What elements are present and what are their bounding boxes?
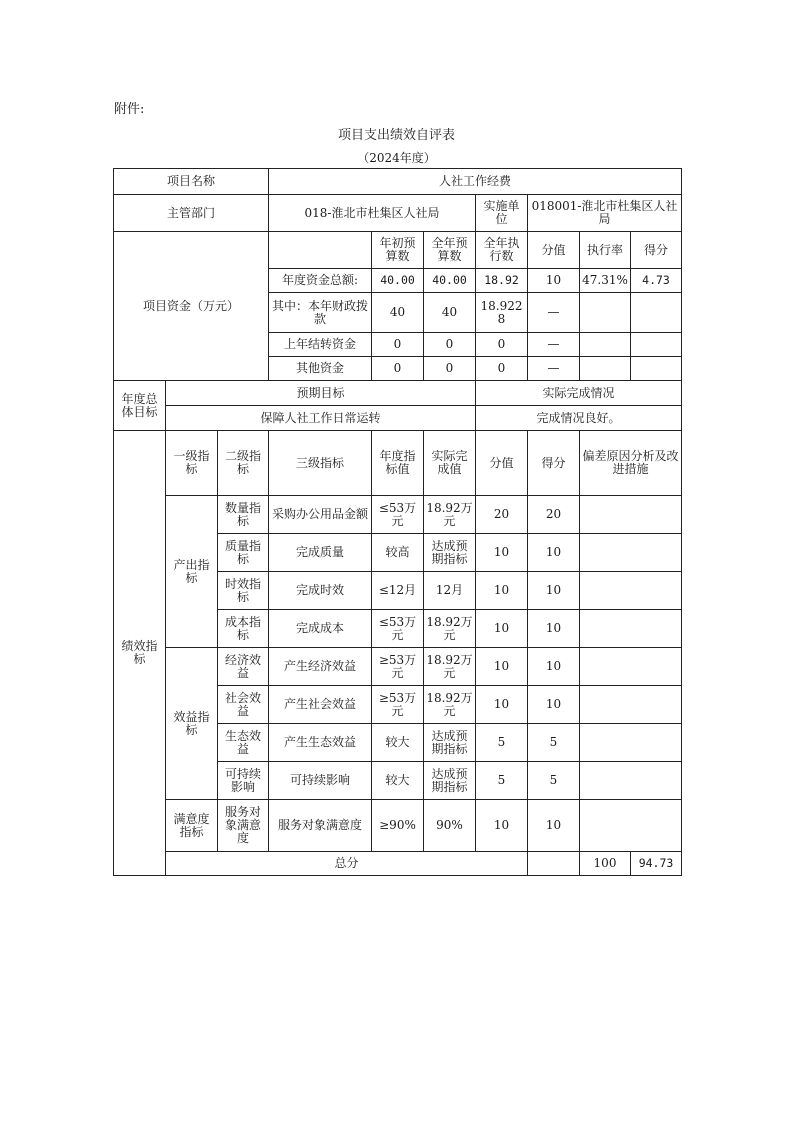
self-evaluation-table — [113, 168, 682, 876]
funds-header-row — [114, 232, 682, 269]
perf-target: ≤53万元 — [372, 610, 424, 648]
funds-annual: 40.00 — [424, 269, 476, 293]
perf-score-value: 5 — [476, 762, 528, 800]
funds-score — [631, 357, 682, 381]
project-name-row — [114, 169, 682, 195]
perf-actual: 90% — [424, 800, 476, 852]
perf-actual: 18.92万元 — [424, 648, 476, 686]
perf-header-row — [114, 431, 682, 496]
perf-score: 20 — [528, 496, 580, 534]
goals-header-row — [114, 381, 682, 406]
perf-level2: 生态效益 — [218, 724, 269, 762]
perf-level2: 可持续影响 — [218, 762, 269, 800]
perf-level3: 产生经济效益 — [269, 648, 372, 686]
funds-annual: 0 — [424, 333, 476, 357]
perf-level2: 时效指标 — [218, 572, 269, 610]
perf-header-level3: 三级指标 — [269, 431, 372, 496]
perf-actual: 12月 — [424, 572, 476, 610]
perf-deviation — [580, 496, 682, 534]
perf-label: 绩效指标 — [114, 431, 166, 876]
goals-expected: 保障人社工作日常运转 — [166, 406, 476, 431]
funds-initial: 40.00 — [372, 269, 424, 293]
funds-executed: 18.9228 — [476, 293, 528, 333]
project-name-value: 人社工作经费 — [269, 169, 682, 195]
perf-score-value: 10 — [476, 648, 528, 686]
perf-actual: 达成预期指标 — [424, 724, 476, 762]
perf-score-value: 10 — [476, 534, 528, 572]
funds-row-label: 其他资金 — [269, 357, 372, 381]
perf-level3: 完成成本 — [269, 610, 372, 648]
perf-actual: 达成预期指标 — [424, 534, 476, 572]
perf-header-target: 年度指标值 — [372, 431, 424, 496]
perf-level2: 成本指标 — [218, 610, 269, 648]
perf-header-deviation: 偏差原因分析及改进措施 — [580, 431, 682, 496]
funds-score-value: 10 — [528, 269, 580, 293]
total-label: 总分 — [166, 852, 528, 876]
perf-deviation — [580, 534, 682, 572]
funds-header-rate: 执行率 — [580, 232, 631, 269]
department-row — [114, 195, 682, 232]
funds-score — [631, 333, 682, 357]
perf-level2: 数量指标 — [218, 496, 269, 534]
goals-expected-header: 预期目标 — [166, 381, 476, 406]
funds-annual: 0 — [424, 357, 476, 381]
funds-annual: 40 — [424, 293, 476, 333]
perf-level3: 可持续影响 — [269, 762, 372, 800]
perf-score: 10 — [528, 572, 580, 610]
perf-score-value: 10 — [476, 686, 528, 724]
funds-rate — [580, 293, 631, 333]
perf-target: ≥53万元 — [372, 648, 424, 686]
perf-target: 较大 — [372, 762, 424, 800]
funds-score-value: — — [528, 293, 580, 333]
funds-executed: 0 — [476, 357, 528, 381]
funds-executed: 18.92 — [476, 269, 528, 293]
perf-target: 较大 — [372, 724, 424, 762]
perf-level3: 产生社会效益 — [269, 686, 372, 724]
perf-header-level1: 一级指标 — [166, 431, 218, 496]
perf-row — [114, 800, 682, 852]
funds-header-initial: 年初预算数 — [372, 232, 424, 269]
goals-actual-header: 实际完成情况 — [476, 381, 682, 406]
perf-level3: 产生生态效益 — [269, 724, 372, 762]
perf-header-actual: 实际完成值 — [424, 431, 476, 496]
funds-header-annual: 全年预算数 — [424, 232, 476, 269]
perf-score-value: 5 — [476, 724, 528, 762]
perf-score: 5 — [528, 762, 580, 800]
dept-label: 主管部门 — [114, 195, 269, 232]
perf-score-value: 10 — [476, 572, 528, 610]
perf-deviation — [580, 800, 682, 852]
perf-actual: 达成预期指标 — [424, 762, 476, 800]
funds-row-label: 其中：本年财政拨款 — [269, 293, 372, 333]
perf-level3: 服务对象满意度 — [269, 800, 372, 852]
perf-level1: 产出指标 — [166, 496, 218, 648]
perf-header-score-value: 分值 — [476, 431, 528, 496]
perf-actual: 18.92万元 — [424, 686, 476, 724]
total-score: 94.73 — [631, 852, 682, 876]
perf-row — [114, 496, 682, 534]
goals-actual: 完成情况良好。 — [476, 406, 682, 431]
perf-level3: 完成质量 — [269, 534, 372, 572]
funds-score — [631, 293, 682, 333]
funds-header-score-value: 分值 — [528, 232, 580, 269]
perf-deviation — [580, 648, 682, 686]
perf-score-value: 20 — [476, 496, 528, 534]
perf-level2: 经济效益 — [218, 648, 269, 686]
funds-initial: 0 — [372, 357, 424, 381]
perf-score-value: 10 — [476, 800, 528, 852]
funds-header-executed: 全年执行数 — [476, 232, 528, 269]
impl-unit-label: 实施单位 — [476, 195, 528, 232]
perf-level3: 完成时效 — [269, 572, 372, 610]
perf-target: ≤12月 — [372, 572, 424, 610]
perf-score-value: 10 — [476, 610, 528, 648]
attachment-label: 附件: — [114, 102, 145, 117]
perf-score: 5 — [528, 724, 580, 762]
perf-target: 较高 — [372, 534, 424, 572]
perf-deviation — [580, 610, 682, 648]
perf-deviation — [580, 724, 682, 762]
perf-header-level2: 二级指标 — [218, 431, 269, 496]
perf-score: 10 — [528, 800, 580, 852]
perf-level1: 效益指标 — [166, 648, 218, 800]
funds-row-label: 上年结转资金 — [269, 333, 372, 357]
perf-row — [114, 648, 682, 686]
funds-header-blank — [269, 232, 372, 269]
funds-initial: 0 — [372, 333, 424, 357]
perf-level2: 服务对象满意度 — [218, 800, 269, 852]
total-score-value: 100 — [580, 852, 631, 876]
goals-row — [114, 406, 682, 431]
perf-score: 10 — [528, 534, 580, 572]
funds-score-value: — — [528, 333, 580, 357]
perf-target: ≥90% — [372, 800, 424, 852]
perf-level1: 满意度指标 — [166, 800, 218, 852]
perf-deviation — [580, 686, 682, 724]
funds-executed: 0 — [476, 333, 528, 357]
total-row — [114, 852, 682, 876]
perf-score: 10 — [528, 610, 580, 648]
perf-level3: 采购办公用品金额 — [269, 496, 372, 534]
funds-label: 项目资金（万元） — [114, 232, 269, 381]
page-title: 项目支出绩效自评表 — [337, 128, 455, 143]
funds-score: 4.73 — [631, 269, 682, 293]
perf-deviation — [580, 572, 682, 610]
funds-rate — [580, 357, 631, 381]
total-blank — [528, 852, 580, 876]
dept-value: 018-淮北市杜集区人社局 — [269, 195, 476, 232]
perf-target: ≤53万元 — [372, 496, 424, 534]
funds-score-value: — — [528, 357, 580, 381]
perf-level2: 社会效益 — [218, 686, 269, 724]
project-name-label: 项目名称 — [114, 169, 269, 195]
funds-rate — [580, 333, 631, 357]
perf-score: 10 — [528, 648, 580, 686]
perf-actual: 18.92万元 — [424, 610, 476, 648]
perf-header-score: 得分 — [528, 431, 580, 496]
perf-score: 10 — [528, 686, 580, 724]
funds-header-score: 得分 — [631, 232, 682, 269]
funds-row-label: 年度资金总额: — [269, 269, 372, 293]
funds-initial: 40 — [372, 293, 424, 333]
perf-deviation — [580, 762, 682, 800]
perf-actual: 18.92万元 — [424, 496, 476, 534]
funds-rate: 47.31% — [580, 269, 631, 293]
perf-level2: 质量指标 — [218, 534, 269, 572]
year-subtitle: （2024年度） — [357, 151, 436, 165]
goals-label: 年度总体目标 — [114, 381, 166, 431]
perf-target: ≥53万元 — [372, 686, 424, 724]
impl-unit-value: 018001-淮北市杜集区人社局 — [528, 195, 682, 232]
